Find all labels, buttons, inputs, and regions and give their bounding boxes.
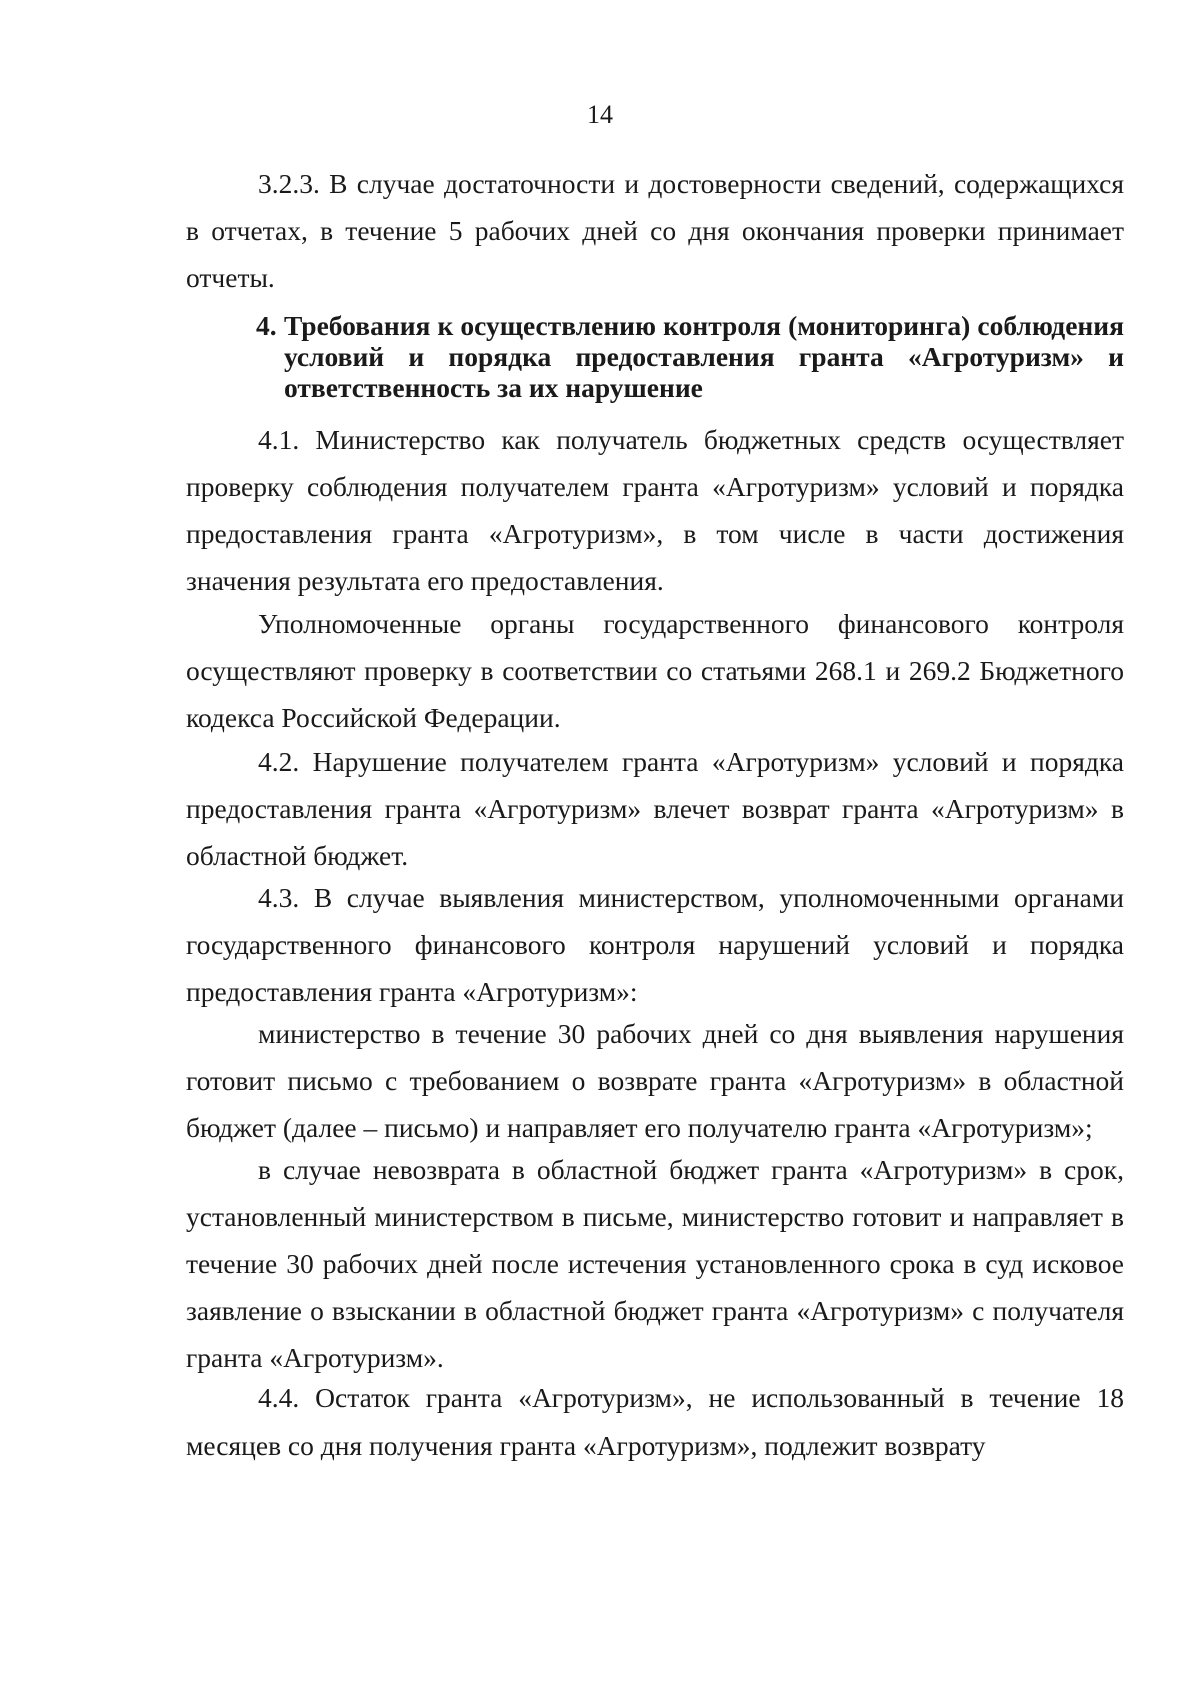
paragraph-4-3: 4.3. В случае выявления министерством, уполномоченными органами государственного финансового контроля нарушений условий и порядка предоставления гранта «Агротуризм»: [186, 882, 1124, 1007]
paragraph-4-1-control: Уполномоченные органы государственного финансового контроля осуществляют проверку в соответствии со статьями 268.1 и 269.2 Бюджетного кодекса Российской Федерации. [186, 608, 1124, 733]
paragraph-4-4: 4.4. Остаток гранта «Агротуризм», не использованный в течение 18 месяцев со дня получения гранта «Агротуризм», подлежит возврату [186, 1382, 1124, 1461]
paragraph-4-2: 4.2. Нарушение получателем гранта «Агротуризм» условий и порядка предоставления гранта «Агротуризм» влечет возврат гранта «Агротуризм» в областной бюджет. [186, 746, 1124, 871]
section-4-title: Требования к осуществлению контроля (мониторинга) соблюдения условий и порядка предоставления гранта «Агротуризм» и ответственность за их нарушение [284, 310, 1124, 403]
page-number: 14 [587, 100, 613, 129]
section-4-number: 4. [256, 310, 277, 341]
paragraph-4-3-letter: министерство в течение 30 рабочих дней со дня выявления нарушения готовит письмо с требованием о возврате гранта «Агротуризм» в областной бюджет (далее – письмо) и направляет его получателю гранта «Агротуризм»; [186, 1018, 1124, 1143]
paragraph-4-3-court: в случае невозврата в областной бюджет гранта «Агротуризм» в срок, установленный министерством в письме, министерство готовит и направляет в течение 30 рабочих дней после истечения установленного срока в суд исковое заявление о взыскании в областной бюджет гранта «Агротуризм» с получателя гранта «Агротуризм». [186, 1154, 1124, 1373]
section-4-heading [256, 310, 1124, 403]
paragraph-4-1: 4.1. Министерство как получатель бюджетных средств осуществляет проверку соблюдения получателем гранта «Агротуризм» условий и порядка предоставления гранта «Агротуризм», в том числе в части достижения значения результата его предоставления. [186, 424, 1124, 596]
paragraph-3-2-3: 3.2.3. В случае достаточности и достоверности сведений, содержащихся в отчетах, в течение 5 рабочих дней со дня окончания проверки принимает отчеты. [186, 168, 1124, 293]
